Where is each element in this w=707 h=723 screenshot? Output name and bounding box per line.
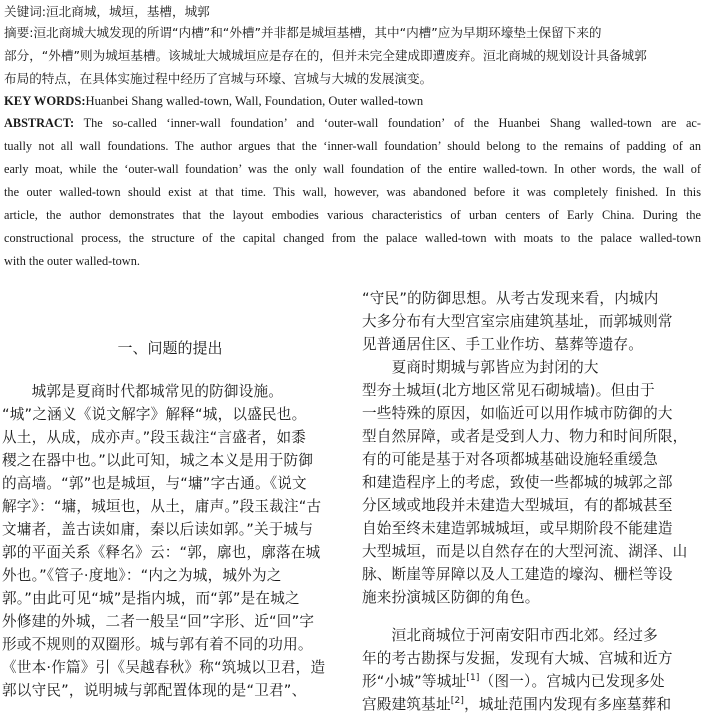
keywords-en-label: KEY WORDS: [4,94,86,108]
abstract-en-line-5: article, the author demonstrates that the layout embodies various characteristics of urban centers of Early China. During the [4,208,701,222]
left-line-2: “城”之涵义《说文解字》解释“城，以盛民也。 [2,406,307,423]
right-line-2: 大多分布有大型宫室宗庙建筑基址，而郭城则常 [362,313,673,330]
keywords-en [4,93,701,109]
left-line-14: 郭以守民”，说明城与郭配置体现的是“卫君”、 [2,682,307,699]
left-line-4: 稷之在器中也。”以此可知，城之本义是用于防御 [2,452,314,469]
citation-2[interactable]: [2] [450,696,465,707]
abstract-en-line-3: early moat, while the ‘outer-wall foundation’ was the only wall foundation of the entire walled-town. In other words, the wall of [4,162,701,176]
section-heading: 一、问题的提出 [117,339,223,357]
abstract-cn-line-1: 摘要:洹北商城大城发现的所谓“内槽”和“外槽”并非都是城垣基槽，其中“内槽”应为早期环壕垫土保留下来的 [4,25,602,40]
keywords-en-text: Huanbei Shang walled-town, Wall, Foundation, Outer walled-town [85,94,424,108]
keywords-cn-text: 洹北商城，城垣，基槽，城郭 [46,4,210,19]
right-line-7: 型自然屏障，或者是受到人力、物力和时间所限， [362,428,688,445]
left-line-11: 外修建的外城，二者一般呈“回”字形、近“回”字 [2,613,315,630]
right-line-1: “守民”的防御思想。从考古发现来看，内城内 [362,290,659,307]
abstract-en-label: ABSTRACT: [4,116,75,130]
left-line-10: 郭。”由此可见“城”是指内城，而“郭”是在城之 [2,590,300,607]
left-line-8: 郭的平面关系《释名》云：“郭，廓也，廓落在城 [2,544,321,561]
right-line-12: 大型城垣，而是以自然存在的大型河流、湖泽、山 [362,543,688,560]
abstract-cn-line-3: 布局的特点，在具体实施过程中经历了宫城与环壕、宫城与大城的发展演变。 [4,71,433,86]
keywords-cn-label: 关键词: [4,4,47,19]
left-line-6: 解字》：“墉，城垣也，从土，庸声。”段玉裁注“古 [2,498,322,515]
abstract-en-line-6: constructional process, the structure of the capital changed from the palace walled-town with moats to the palace walled-town [4,231,701,245]
right-line-9: 和建造程序上的考虑，致使一些都城的城郭之部 [362,474,673,491]
right-line-15: 洹北商城位于河南安阳市西北郊。经过多 [362,627,658,644]
citation-1[interactable]: [1] [466,673,480,684]
left-line-7: 文墉者，盖古读如庸，秦以后读如郭。”关于城与 [2,521,314,538]
left-line-1: 城郭是夏商时代都城常见的防御设施。 [2,383,284,400]
right-line-17: 形“小城”等城址[1]（图一）。宫城内已发现多处 [362,673,665,690]
right-line-13: 脉、断崖等屏障以及人工建造的壕沟、栅栏等设 [362,566,673,583]
abstract-en-line-7: with the outer walled-town. [4,254,140,268]
right-line-8: 有的可能是基于对各项都城基础设施轻重缓急 [362,451,658,468]
abstract-en-line-2: tually not all wall foundations. The author argues that the ‘inner-wall foundation’ should belong to the remains of padding of an [4,139,701,153]
left-line-12: 形或不规则的双圈形。城与郭有着不同的功用。 [2,636,313,653]
right-line-5: 型夯土城垣(北方地区常见石砌城墙)。但由于 [362,382,655,399]
right-line-3: 见普通居住区、手工业作坊、墓葬等遗存。 [362,336,644,353]
right-line-11: 自始至终未建造郭城城垣，或早期阶段不能建造 [362,520,673,537]
left-line-9: 外也。”《管子·度地》：“内之为城，城外为之 [2,567,282,584]
right-line-18: 宫殿建筑基址[2]，城址范围内发现有多座墓葬和 [362,696,672,713]
abstract-en-line-1: ABSTRACT: The so-called ‘inner-wall foundation’ and ‘outer-wall foundation’ of the Huanbei Shang walled-town are ac- [4,116,701,130]
right-line-16: 年的考古勘探与发掘，发现有大城、宫城和近方 [362,650,673,667]
right-line-4: 夏商时期城与郭皆应为封闭的大 [362,359,599,376]
left-line-5: 的高墙。“郭”也是城垣，与“墉”字古通。《说文 [2,475,307,492]
abstract-cn-label: 摘要: [4,25,34,40]
left-line-13: 《世本·作篇》引《吴越春秋》称“筑城以卫君，造 [2,659,326,676]
right-line-10: 分区域或地段并未建造大型城垣，有的都城甚至 [362,497,673,514]
right-line-6: 一些特殊的原因，如临近可以用作城市防御的大 [362,405,673,422]
abstract-en-line-4: the outer walled-town should exist at that time. This wall, however, was abandoned before it was completely finished. In this [4,185,701,199]
abstract-cn-line-2: 部分，“外槽”则为城垣基槽。该城址大城城垣应是存在的，但并未完全建成即遭废弃。洹北商城的规划设计具备城郭 [4,48,647,63]
right-line-14: 施来扮演城区防御的角色。 [362,589,540,606]
left-line-3: 从土，从成，成亦声。”段玉裁注“言盛者，如黍 [2,429,307,446]
keywords-cn [4,4,701,20]
